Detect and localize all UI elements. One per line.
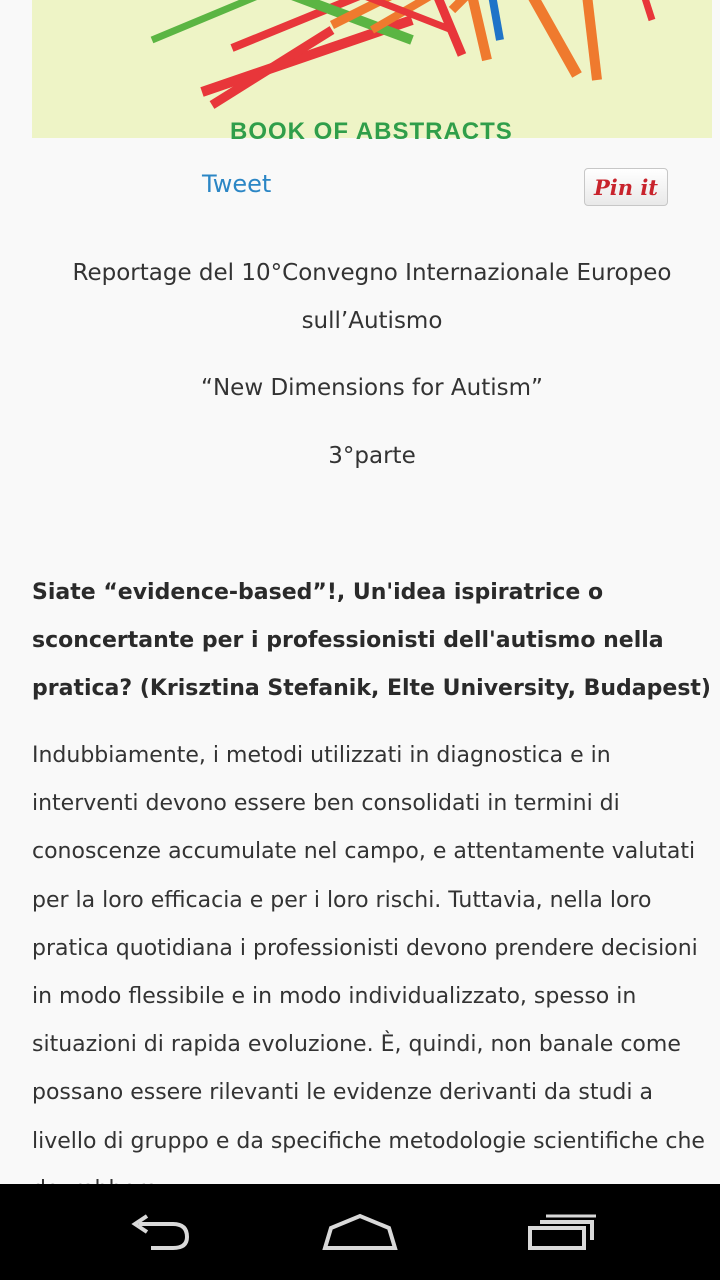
article-body-paragraph: Indubbiamente, i metodi utilizzati in diagnostica e in interventi devono essere ben consolidati in termini di conoscenze accumulate nel campo, e attentamente valutati per la loro efficacia e per i loro rischi. Tuttavia, nella loro pratica quotidiana i professionisti devono prendere decisioni in modo flessibile e in modo individualizzato, spesso in situazioni di rapida evoluzione. È, quindi, non banale come possano essere rilevanti le evidenze derivanti da studi a livello di gruppo e da specifiche metodologie scientifiche che xyxy=(32,743,705,1154)
home-button[interactable] xyxy=(280,1184,440,1280)
pin-it-button[interactable] xyxy=(584,168,668,206)
home-icon xyxy=(321,1212,399,1252)
report-title: Reportage del 10°Convegno Internazionale Europeo sull’Autismo xyxy=(72,260,672,334)
part-label: 3°parte xyxy=(328,443,416,469)
conference-theme: “New Dimensions for Autism” xyxy=(201,375,543,401)
banner-caption: BOOK OF ABSTRACTS xyxy=(230,118,513,145)
android-navigation-bar xyxy=(0,1184,720,1280)
back-button[interactable] xyxy=(80,1184,240,1280)
conference-banner-image xyxy=(32,0,712,145)
back-arrow-icon xyxy=(125,1212,195,1252)
article-lead-heading: Siate “evidence-based”!, Un'idea ispiratrice o sconcertante per i professionisti dell'autismo nella pratica? (Krisztina Stefanik, Elte University, Budapest) xyxy=(32,580,711,701)
tweet-button[interactable]: Tweet xyxy=(202,170,272,198)
pin-it-label: Pin it xyxy=(593,174,659,200)
recent-apps-icon xyxy=(526,1212,598,1252)
recent-apps-button[interactable] xyxy=(482,1184,642,1280)
